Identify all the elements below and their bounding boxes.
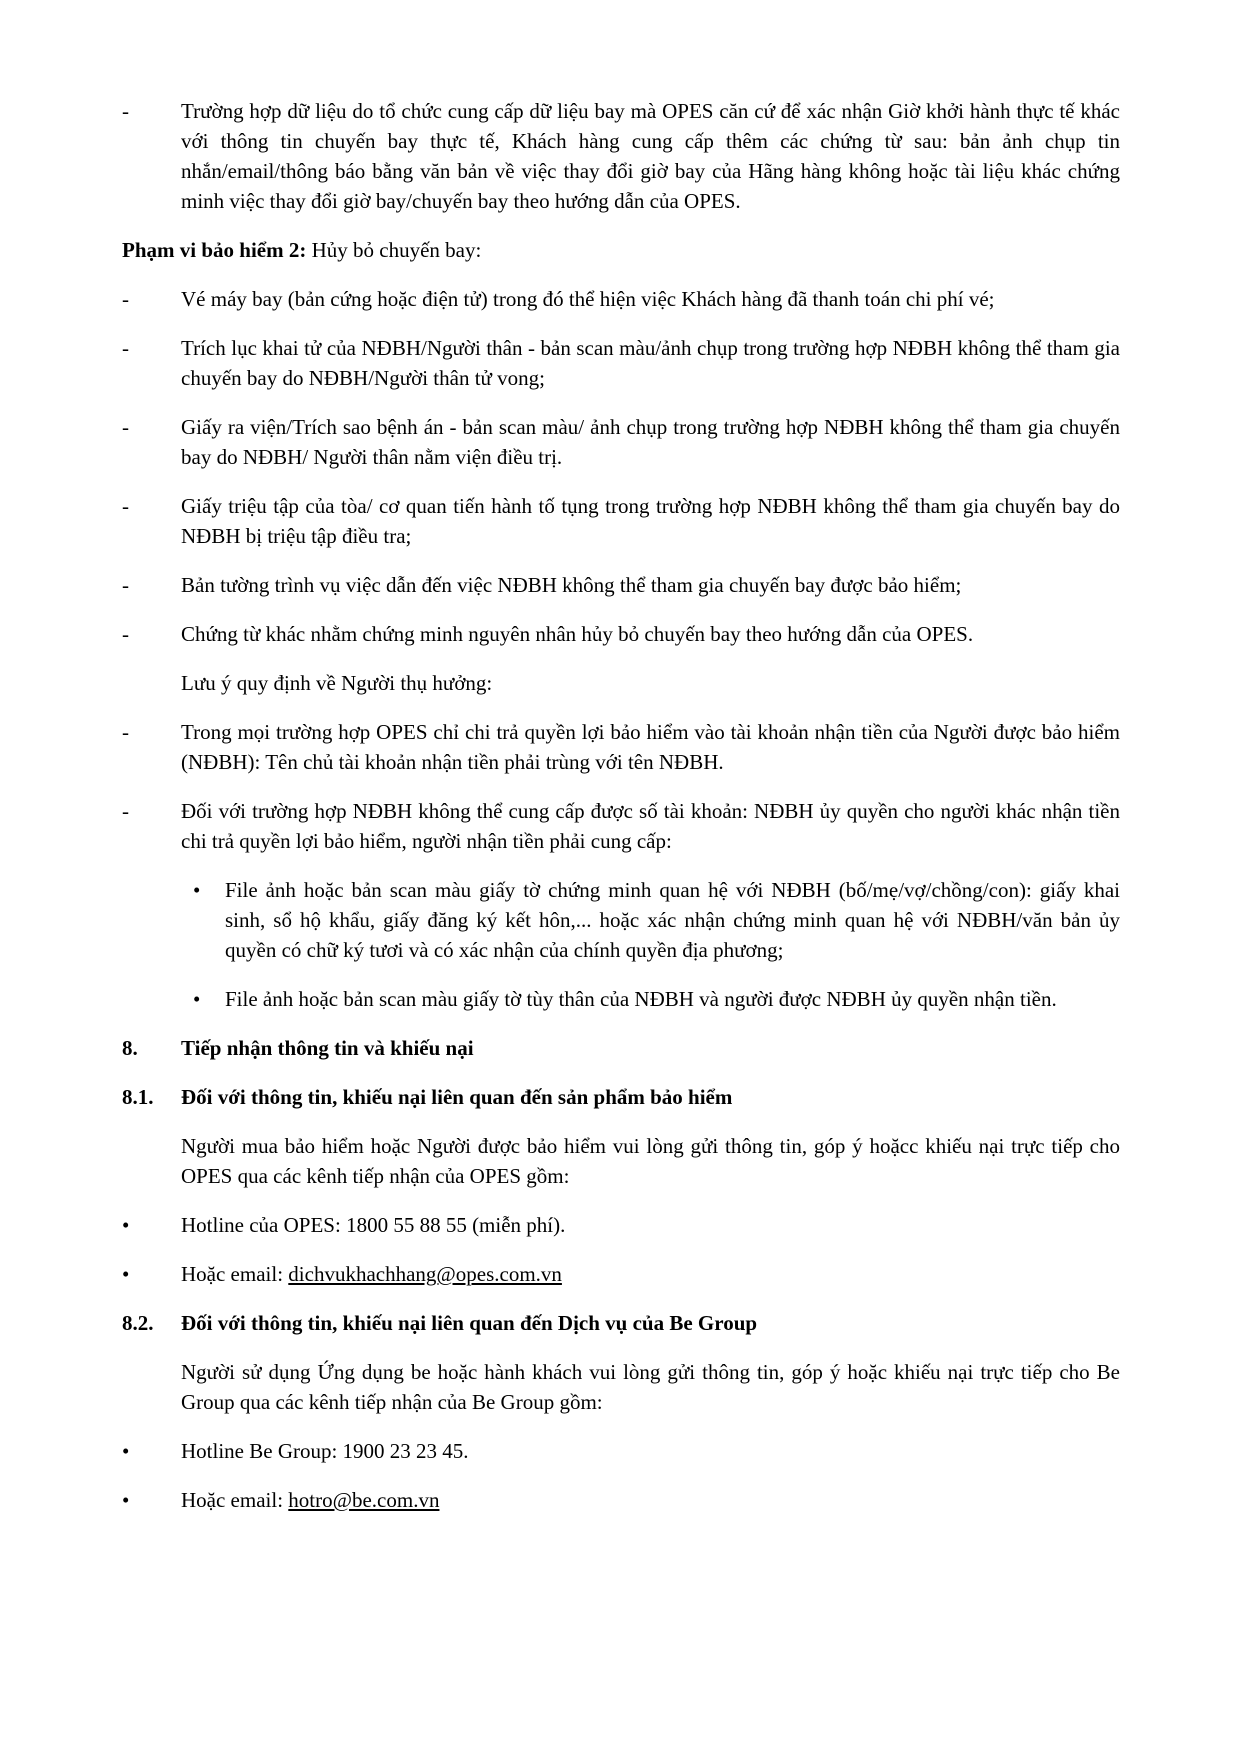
beneficiary-note-text: Lưu ý quy định về Người thụ hưởng:	[181, 671, 493, 695]
sub-item-identity-documents	[122, 984, 1120, 1014]
bullet-item-text: Hotline của OPES: 1800 55 88 55 (miễn phí).	[181, 1213, 566, 1237]
bullet-icon: •	[122, 1213, 130, 1237]
bullet-icon: •	[122, 1488, 130, 1512]
email-link-opes[interactable]: dichvukhachhang@opes.com.vn	[288, 1262, 562, 1286]
list-item-text: Giấy triệu tập của tòa/ cơ quan tiến hành tố tụng trong trường hợp NĐBH không thể tham gia chuyến bay do NĐBH bị triệu tập điều tra;	[181, 494, 1120, 548]
bullet-item-text: Hoặc email:	[181, 1488, 289, 1512]
list-item-hospital-discharge	[122, 412, 1120, 472]
paragraph-opes-feedback-intro	[122, 1131, 1120, 1191]
scope-2-rest: Hủy bỏ chuyến bay:	[306, 238, 482, 262]
dash-marker: -	[122, 573, 129, 597]
section-8-2-heading	[122, 1308, 1120, 1338]
paragraph-flight-data-evidence	[122, 96, 1120, 216]
list-item-text: Trong mọi trường hợp OPES chỉ chi trả quyền lợi bảo hiểm vào tài khoản nhận tiền của Người được bảo hiểm (NĐBH): Tên chủ tài khoản nhận tiền phải trùng với tên NĐBH.	[181, 720, 1120, 774]
sub-item-text: File ảnh hoặc bản scan màu giấy tờ tùy thân của NĐBH và người được NĐBH ủy quyền nhận tiền.	[225, 987, 1057, 1011]
bullet-item-begroup-email	[122, 1485, 1120, 1515]
paragraph-text: Người sử dụng Ứng dụng be hoặc hành khách vui lòng gửi thông tin, góp ý hoặc khiếu nại trực tiếp cho Be Group qua các kênh tiếp nhận của Be Group gồm:	[181, 1360, 1120, 1414]
section-8-2-number: 8.2.	[122, 1311, 154, 1335]
scope-2-heading	[122, 235, 1120, 265]
bullet-item-text: Hoặc email:	[181, 1262, 289, 1286]
section-8-heading	[122, 1033, 1120, 1063]
dash-marker: -	[122, 99, 129, 123]
document-body	[122, 96, 1120, 1534]
dash-marker: -	[122, 287, 129, 311]
dash-marker: -	[122, 622, 129, 646]
list-item-court-summons	[122, 491, 1120, 551]
bullet-item-opes-email	[122, 1259, 1120, 1289]
list-item-authorization-rule	[122, 796, 1120, 856]
sub-item-text: File ảnh hoặc bản scan màu giấy tờ chứng minh quan hệ với NĐBH (bố/mẹ/vợ/chồng/con): giấy khai sinh, sổ hộ khẩu, giấy đăng ký kết hôn,... hoặc xác nhận chứng minh quan hệ với NĐBH/văn bản ủy quyền có chữ ký tươi và có xác nhận của chính quyền địa phương;	[225, 878, 1120, 962]
section-8-title: Tiếp nhận thông tin và khiếu nại	[181, 1036, 474, 1060]
paragraph-begroup-feedback-intro	[122, 1357, 1120, 1417]
dash-marker: -	[122, 415, 129, 439]
bullet-icon: •	[122, 1439, 130, 1463]
list-item-other-documents	[122, 619, 1120, 649]
paragraph-text: Người mua bảo hiểm hoặc Người được bảo hiểm vui lòng gửi thông tin, góp ý hoặcc khiếu nại trực tiếp cho OPES qua các kênh tiếp nhận của OPES gồm:	[181, 1134, 1120, 1188]
dash-marker: -	[122, 336, 129, 360]
dash-marker: -	[122, 494, 129, 518]
bullet-item-text: Hotline Be Group: 1900 23 23 45.	[181, 1439, 469, 1463]
beneficiary-note	[122, 668, 1120, 698]
bullet-icon: •	[193, 878, 201, 902]
bullet-icon: •	[122, 1262, 130, 1286]
list-item-text: Vé máy bay (bản cứng hoặc điện tử) trong đó thể hiện việc Khách hàng đã thanh toán chi phí vé;	[181, 287, 995, 311]
section-8-1-number: 8.1.	[122, 1085, 154, 1109]
section-8-1-title: Đối với thông tin, khiếu nại liên quan đến sản phẩm bảo hiểm	[181, 1085, 733, 1109]
list-item-text: Trích lục khai tử của NĐBH/Người thân - bản scan màu/ảnh chụp trong trường hợp NĐBH không thể tham gia chuyến bay do NĐBH/Người thân tử vong;	[181, 336, 1120, 390]
section-8-1-heading	[122, 1082, 1120, 1112]
dash-marker: -	[122, 720, 129, 744]
bullet-icon: •	[193, 987, 201, 1011]
list-item-death-extract	[122, 333, 1120, 393]
paragraph-text: Trường hợp dữ liệu do tổ chức cung cấp dữ liệu bay mà OPES căn cứ để xác nhận Giờ khởi hành thực tế khác với thông tin chuyến bay thực tế, Khách hàng cung cấp thêm các chứng từ sau: bản ảnh chụp tin nhắn/email/thông báo bằng văn bản về việc thay đổi giờ bay của Hãng hàng không hoặc tài liệu khác chứng minh việc thay đổi giờ bay/chuyến bay theo hướng dẫn của OPES.	[181, 99, 1120, 213]
list-item-text: Giấy ra viện/Trích sao bệnh án - bản scan màu/ ảnh chụp trong trường hợp NĐBH không thể tham gia chuyến bay do NĐBH/ Người thân nằm viện điều trị.	[181, 415, 1120, 469]
sub-item-relationship-proof	[122, 875, 1120, 965]
list-item-text: Đối với trường hợp NĐBH không thể cung cấp được số tài khoản: NĐBH ủy quyền cho người khác nhận tiền chi trả quyền lợi bảo hiểm, người nhận tiền phải cung cấp:	[181, 799, 1120, 853]
list-item-incident-report	[122, 570, 1120, 600]
section-8-number: 8.	[122, 1036, 138, 1060]
bullet-item-opes-hotline	[122, 1210, 1120, 1240]
list-item-payment-account-rule	[122, 717, 1120, 777]
list-item-text: Chứng từ khác nhằm chứng minh nguyên nhân hủy bỏ chuyến bay theo hướng dẫn của OPES.	[181, 622, 974, 646]
email-link-begroup[interactable]: hotro@be.com.vn	[288, 1488, 440, 1512]
section-8-2-title: Đối với thông tin, khiếu nại liên quan đến Dịch vụ của Be Group	[181, 1311, 758, 1335]
list-item-text: Bản tường trình vụ việc dẫn đến việc NĐBH không thể tham gia chuyến bay được bảo hiểm;	[181, 573, 962, 597]
list-item-plane-ticket	[122, 284, 1120, 314]
dash-marker: -	[122, 799, 129, 823]
bullet-item-begroup-hotline	[122, 1436, 1120, 1466]
scope-2-label: Phạm vi bảo hiểm 2:	[122, 238, 307, 262]
